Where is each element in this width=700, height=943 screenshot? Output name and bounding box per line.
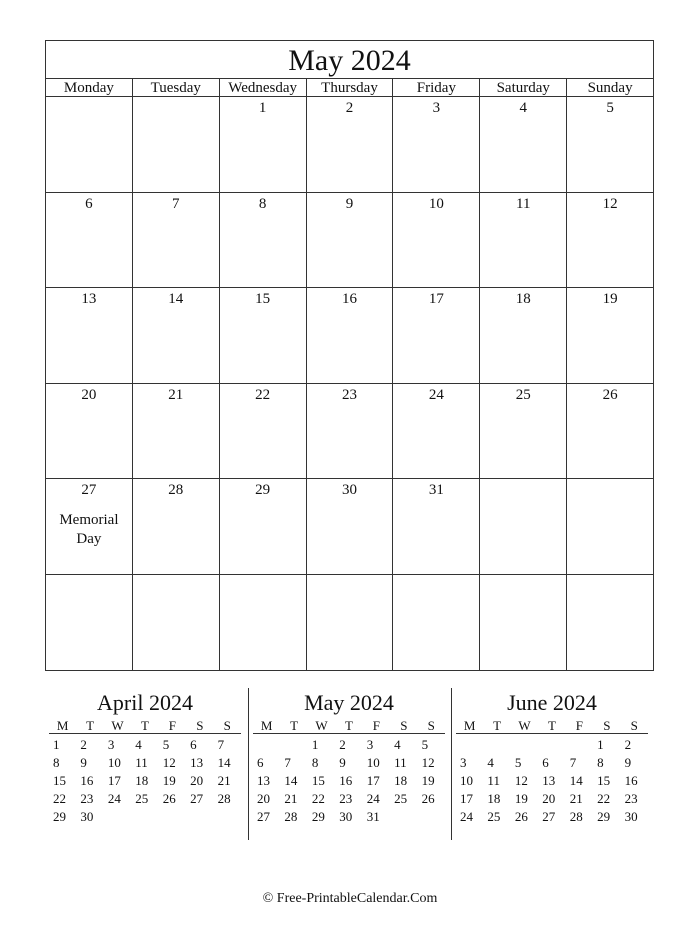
mini-day: 25 <box>487 809 501 824</box>
weekday-header: Wednesday <box>220 79 307 96</box>
mini-weekday-header: T <box>76 718 103 734</box>
weekday-header: Saturday <box>480 79 567 96</box>
weekday-header: Friday <box>393 79 480 96</box>
mini-day: 5 <box>162 737 170 752</box>
mini-day: 12 <box>162 755 176 770</box>
day-cell <box>46 575 133 671</box>
mini-calendar-april <box>45 688 245 840</box>
mini-day: 24 <box>107 791 121 806</box>
mini-day: 23 <box>624 791 638 806</box>
mini-day: 7 <box>217 737 225 752</box>
month-grid <box>46 97 653 671</box>
mini-day: 17 <box>460 791 473 806</box>
mini-day: 6 <box>190 737 197 752</box>
mini-day: 7 <box>569 755 577 770</box>
mini-day: 2 <box>80 737 87 752</box>
mini-day <box>104 808 131 826</box>
mini-day: 21 <box>569 791 583 806</box>
mini-weekday-header: S <box>186 718 213 734</box>
mini-day: 6 <box>542 755 549 770</box>
mini-weekday-header: M <box>49 718 76 734</box>
mini-day <box>214 808 241 826</box>
mini-weekday-header: S <box>621 718 648 734</box>
mini-weekday-header: S <box>390 718 417 734</box>
mini-day <box>390 808 417 826</box>
mini-day: 3 <box>366 737 374 752</box>
day-number: 22 <box>255 386 271 403</box>
mini-weekday-header: F <box>363 718 390 734</box>
mini-day <box>566 736 593 754</box>
day-cell <box>307 193 394 288</box>
mini-weekday-header: S <box>214 718 241 734</box>
mini-weekday-header: M <box>253 718 280 734</box>
day-number: 27 <box>81 482 97 499</box>
mini-calendars <box>45 688 654 840</box>
mini-day: 2 <box>624 737 632 752</box>
mini-day: 28 <box>569 809 583 824</box>
day-number: 6 <box>85 195 93 212</box>
mini-day: 7 <box>284 755 291 770</box>
mini-calendar-title: May 2024 <box>304 690 394 715</box>
mini-day: 28 <box>284 809 298 824</box>
mini-day: 4 <box>487 755 494 770</box>
mini-day: 8 <box>597 755 604 770</box>
mini-day: 25 <box>394 791 408 806</box>
day-cell <box>480 97 567 192</box>
day-cell <box>393 288 480 383</box>
mini-day <box>483 736 510 754</box>
day-number: 19 <box>602 291 618 308</box>
mini-day <box>131 808 158 826</box>
week-row <box>46 575 653 671</box>
day-number: 7 <box>172 195 180 212</box>
day-number: 14 <box>168 291 184 308</box>
mini-day: 26 <box>162 791 176 806</box>
mini-day: 2 <box>339 737 346 752</box>
day-cell <box>567 97 653 192</box>
mini-day: 13 <box>190 755 204 770</box>
mini-day: 1 <box>597 737 604 752</box>
mini-day: 1 <box>53 737 60 752</box>
week-row <box>46 97 653 193</box>
mini-day: 28 <box>217 791 231 806</box>
weekday-header: Tuesday <box>133 79 220 96</box>
day-number: 1 <box>258 100 267 116</box>
mini-day: 16 <box>339 773 353 788</box>
mini-weekday-header: F <box>566 718 593 734</box>
day-number: 5 <box>606 100 614 116</box>
mini-day: 1 <box>311 737 319 752</box>
mini-day: 14 <box>284 773 298 788</box>
mini-day: 8 <box>311 755 319 770</box>
mini-weekday-header: F <box>159 718 186 734</box>
page-title: May 2024 <box>46 41 653 79</box>
mini-day: 23 <box>339 791 353 806</box>
mini-day <box>280 736 307 754</box>
mini-day: 12 <box>514 773 528 788</box>
day-cell <box>567 575 653 671</box>
mini-day: 11 <box>135 755 148 770</box>
mini-weekday-header: S <box>593 718 620 734</box>
mini-day: 8 <box>53 755 60 770</box>
mini-day <box>456 736 483 754</box>
day-number: 26 <box>602 386 618 403</box>
mini-day: 22 <box>53 791 66 806</box>
mini-day: 18 <box>487 791 501 806</box>
mini-day: 11 <box>394 755 407 770</box>
day-cell <box>393 193 480 288</box>
mini-weekday-header: T <box>538 718 565 734</box>
mini-day: 13 <box>257 773 270 788</box>
mini-weekday-header: T <box>483 718 510 734</box>
day-cell <box>46 193 133 288</box>
day-number: 16 <box>342 291 357 308</box>
mini-day: 25 <box>135 791 149 806</box>
mini-day: 5 <box>514 755 522 770</box>
day-cell <box>480 288 567 383</box>
day-number: 24 <box>428 386 444 403</box>
mini-day: 15 <box>597 773 611 788</box>
mini-day: 10 <box>366 755 380 770</box>
mini-day <box>511 736 538 754</box>
day-number: 11 <box>516 195 531 212</box>
mini-day: 10 <box>460 773 473 788</box>
day-cell <box>220 193 307 288</box>
mini-day: 17 <box>366 773 380 788</box>
day-cell <box>220 97 307 192</box>
mini-day <box>538 736 565 754</box>
mini-day: 20 <box>190 773 204 788</box>
mini-day <box>253 736 280 754</box>
mini-calendar-june <box>451 688 652 840</box>
day-number: 28 <box>168 482 184 499</box>
day-number: 31 <box>428 482 444 499</box>
day-cell <box>133 288 220 383</box>
mini-day: 27 <box>542 809 556 824</box>
day-number: 12 <box>602 195 618 212</box>
mini-calendar-title: April 2024 <box>97 690 193 715</box>
mini-day <box>186 808 213 826</box>
day-number: 10 <box>428 195 444 212</box>
day-number: 2 <box>345 100 354 116</box>
day-cell <box>567 288 653 383</box>
week-row <box>46 479 653 575</box>
day-cell <box>393 479 480 574</box>
mini-day: 13 <box>542 773 556 788</box>
mini-calendar-title: June 2024 <box>507 690 597 715</box>
day-cell <box>307 384 394 479</box>
day-number: 25 <box>515 386 531 403</box>
day-number: 13 <box>81 291 97 308</box>
mini-day: 29 <box>53 809 66 824</box>
mini-day: 20 <box>542 791 556 806</box>
day-cell <box>46 384 133 479</box>
day-cell <box>480 193 567 288</box>
mini-day: 3 <box>460 755 467 770</box>
mini-day: 21 <box>217 773 231 788</box>
mini-weekday-header: M <box>456 718 483 734</box>
mini-day: 22 <box>311 791 325 806</box>
weekday-header: Thursday <box>307 79 394 96</box>
mini-day: 6 <box>257 755 264 770</box>
week-row <box>46 384 653 480</box>
mini-calendar-may <box>248 688 449 840</box>
day-cell <box>46 288 133 383</box>
mini-day: 4 <box>394 737 401 752</box>
weekday-header: Monday <box>46 79 133 96</box>
mini-day: 27 <box>190 791 204 806</box>
mini-day: 14 <box>569 773 583 788</box>
day-number: 21 <box>168 386 184 403</box>
mini-day: 23 <box>80 791 94 806</box>
mini-day: 17 <box>107 773 121 788</box>
day-cell <box>220 479 307 574</box>
day-cell <box>393 97 480 192</box>
mini-day: 16 <box>80 773 94 788</box>
day-cell <box>133 97 220 192</box>
mini-day: 30 <box>624 809 638 824</box>
day-cell <box>307 479 394 574</box>
mini-day: 29 <box>597 809 611 824</box>
mini-weekday-header: W <box>308 718 335 734</box>
mini-day: 12 <box>421 755 435 770</box>
mini-day: 10 <box>107 755 121 770</box>
day-number: 29 <box>255 482 271 499</box>
mini-day: 11 <box>487 773 500 788</box>
weekday-header: Sunday <box>587 80 633 96</box>
day-cell <box>393 384 480 479</box>
day-number: 20 <box>81 386 97 403</box>
day-number: 18 <box>515 291 531 308</box>
holiday-label: Memorial Day <box>59 512 119 548</box>
mini-day: 15 <box>53 773 66 788</box>
day-cell <box>307 288 394 383</box>
main-calendar <box>45 40 654 671</box>
day-cell <box>220 384 307 479</box>
mini-day: 18 <box>394 773 408 788</box>
day-cell <box>220 575 307 671</box>
footer-credit: © Free-PrintableCalendar.Com <box>262 891 438 906</box>
weekday-header-row <box>46 79 653 97</box>
week-row <box>46 193 653 289</box>
mini-weekday-header: T <box>280 718 307 734</box>
mini-day: 15 <box>311 773 325 788</box>
mini-day: 9 <box>624 755 632 770</box>
day-cell <box>567 479 653 574</box>
mini-day: 24 <box>460 809 473 824</box>
day-number: 23 <box>342 386 357 403</box>
day-cell <box>133 479 220 574</box>
day-number: 30 <box>342 482 357 499</box>
mini-day: 27 <box>257 809 270 824</box>
day-cell <box>46 97 133 192</box>
mini-day <box>418 808 445 826</box>
day-cell <box>393 575 480 671</box>
mini-day: 19 <box>162 773 176 788</box>
day-cell <box>133 193 220 288</box>
day-cell <box>567 193 653 288</box>
day-cell <box>220 288 307 383</box>
mini-day: 9 <box>339 755 346 770</box>
day-number: 8 <box>258 195 267 212</box>
day-cell <box>480 384 567 479</box>
mini-day: 21 <box>284 791 298 806</box>
mini-day: 9 <box>80 755 87 770</box>
day-cell <box>307 575 394 671</box>
day-number: 15 <box>255 291 271 308</box>
mini-day: 30 <box>80 809 94 824</box>
mini-weekday-header: T <box>335 718 362 734</box>
mini-day: 30 <box>339 809 353 824</box>
mini-day: 3 <box>107 737 115 752</box>
mini-day: 5 <box>421 737 429 752</box>
mini-day: 29 <box>311 809 325 824</box>
day-cell <box>46 479 133 574</box>
day-cell <box>480 575 567 671</box>
day-cell <box>133 575 220 671</box>
day-number: 9 <box>345 195 354 212</box>
mini-day: 26 <box>421 791 435 806</box>
mini-day: 31 <box>366 809 380 824</box>
day-cell <box>133 384 220 479</box>
mini-day: 18 <box>135 773 149 788</box>
day-number: 17 <box>428 291 444 308</box>
mini-day: 22 <box>597 791 611 806</box>
mini-day: 19 <box>514 791 528 806</box>
mini-day <box>159 808 186 826</box>
day-cell <box>567 384 653 479</box>
mini-day: 26 <box>514 809 528 824</box>
mini-day: 19 <box>421 773 435 788</box>
mini-weekday-header: W <box>104 718 131 734</box>
day-cell <box>307 97 394 192</box>
mini-weekday-header: W <box>511 718 538 734</box>
day-cell <box>480 479 567 574</box>
mini-weekday-header: S <box>418 718 445 734</box>
day-number: 4 <box>519 100 527 116</box>
mini-day: 20 <box>257 791 270 806</box>
week-row <box>46 288 653 384</box>
mini-day: 24 <box>366 791 380 806</box>
mini-day: 14 <box>217 755 231 770</box>
mini-day: 16 <box>624 773 638 788</box>
mini-day: 4 <box>135 737 142 752</box>
day-number: 3 <box>432 100 441 116</box>
mini-weekday-header: T <box>131 718 158 734</box>
